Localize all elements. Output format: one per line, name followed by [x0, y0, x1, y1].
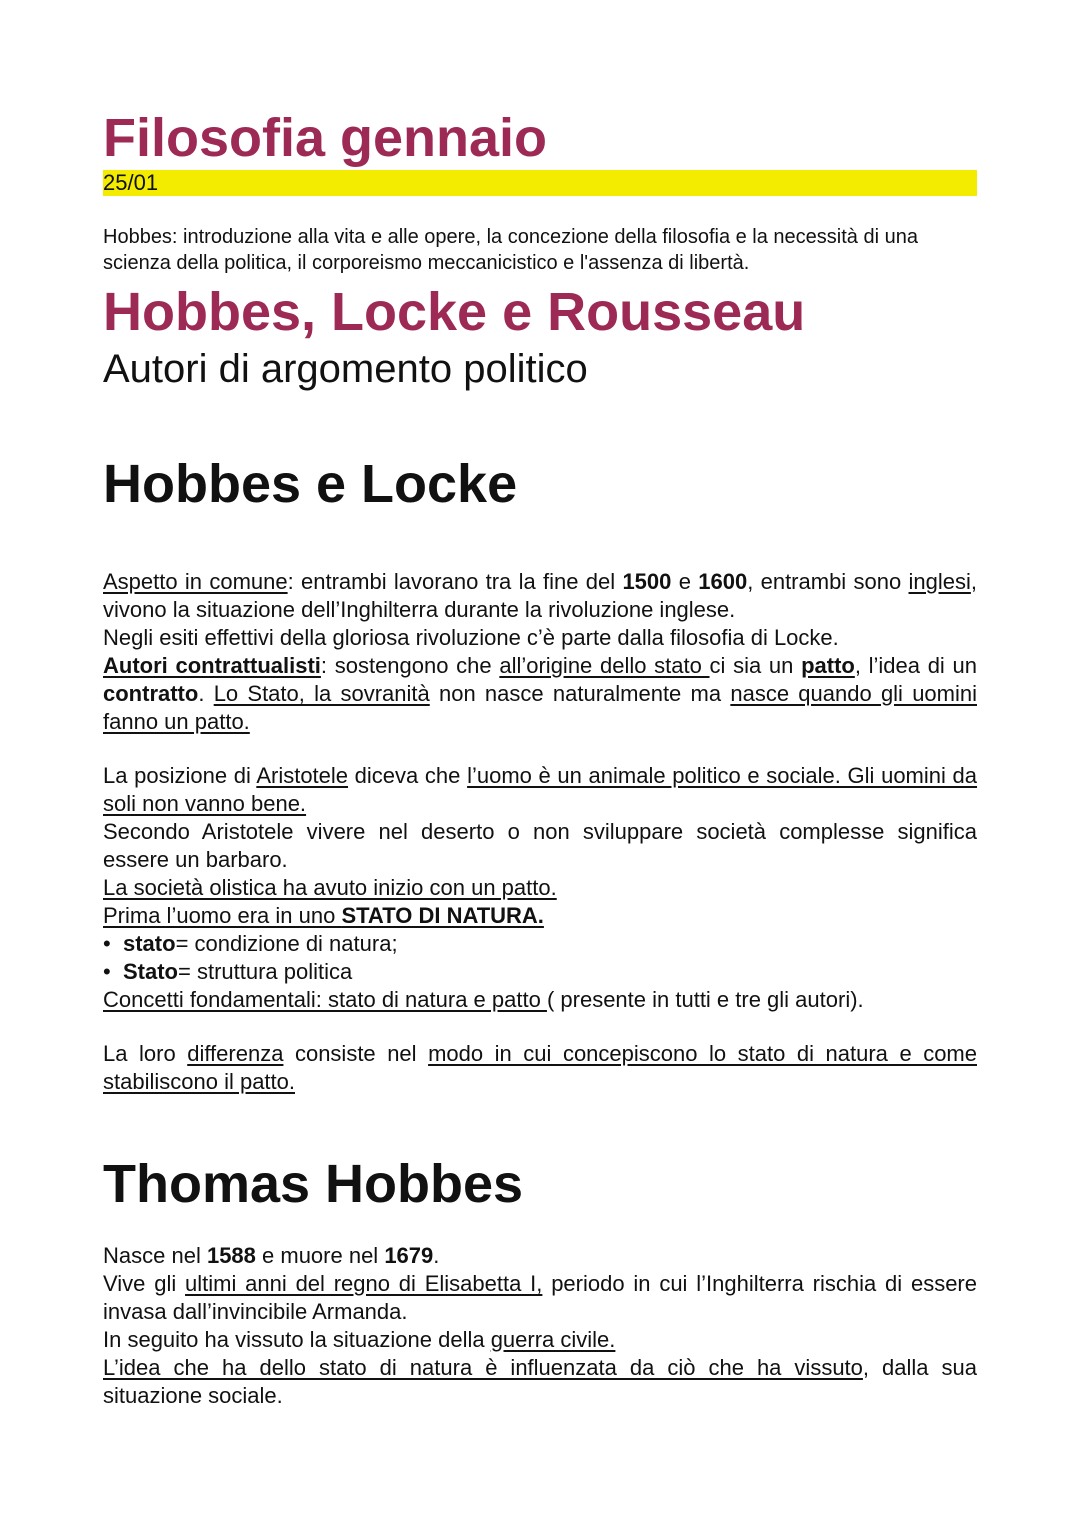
paragraph-aristotle: La posizione di Aristotele diceva che l’uomo è un animale politico e sociale. Gli uomini da soli non vanno bene. — [103, 763, 978, 816]
paragraph-fundamental-concepts: Concetti fondamentali: stato di natura e patto ( presente in tutti e tre gli autori). — [103, 987, 864, 1012]
paragraph-common-aspect: Aspetto in comune: entrambi lavorano tra la fine del 1500 e 1600, entrambi sono inglesi, vivono la situazione dell’Inghilterra durante la rivoluzione inglese. — [103, 569, 977, 622]
list-item: • stato= condizione di natura; — [103, 931, 398, 956]
paragraph-barbarian: Secondo Aristotele vivere nel deserto o non sviluppare società complesse significa essere un barbaro. — [103, 819, 977, 872]
paragraph-glorious-revolution: Negli esiti effettivi della gloriosa rivoluzione c’è parte dalla filosofia di Locke. — [103, 625, 839, 650]
subtitle: Autori di argomento politico — [103, 347, 588, 391]
date-highlight: 25/01 — [103, 170, 977, 196]
section-thomas-hobbes-body — [103, 1242, 977, 1410]
list-item: • Stato= struttura politica — [103, 959, 353, 984]
main-title: Hobbes, Locke e Rousseau — [103, 282, 806, 342]
intro-text: Hobbes: introduzione alla vita e alle opere, la concezione della filosofia e la necessità di una scienza della politica, il corporeismo meccanicistico e l'assenza di libertà. — [103, 226, 918, 274]
section-hobbes-locke-body — [103, 568, 977, 1096]
document-title: Filosofia gennaio — [103, 108, 548, 168]
paragraph-elizabeth: Vive gli ultimi anni del regno di Elisabetta I, periodo in cui l’Inghilterra rischia di essere invasa dall’invincibile Armanda. — [103, 1271, 977, 1324]
paragraph-birth-death: Nasce nel 1588 e muore nel 1679. — [103, 1243, 440, 1268]
bullet-icon: • — [103, 931, 111, 956]
paragraph-idea-state-of-nature: L’idea che ha dello stato di natura è influenzata da ciò che ha vissuto, dalla sua situazione sociale. — [103, 1355, 977, 1408]
paragraph-holistic-society: La società olistica ha avuto inizio con un patto. — [103, 875, 557, 900]
paragraph-state-of-nature: Prima l’uomo era in uno STATO DI NATURA. — [103, 903, 544, 928]
paragraph-contractualists: Autori contrattualisti: sostengono che all’origine dello stato ci sia un patto, l’idea di un contratto. Lo Stato, la sovranità non nasce naturalmente ma nasce quando gli uomini fanno un patto. — [103, 653, 977, 734]
paragraph-civil-war: In seguito ha vissuto la situazione della guerra civile. — [103, 1327, 616, 1352]
section-heading-hobbes-locke: Hobbes e Locke — [103, 454, 518, 514]
section-heading-thomas-hobbes: Thomas Hobbes — [103, 1154, 524, 1214]
bullet-icon: • — [103, 959, 111, 984]
paragraph-difference: La loro differenza consiste nel modo in cui concepiscono lo stato di natura e come stabiliscono il patto. — [103, 1041, 977, 1094]
